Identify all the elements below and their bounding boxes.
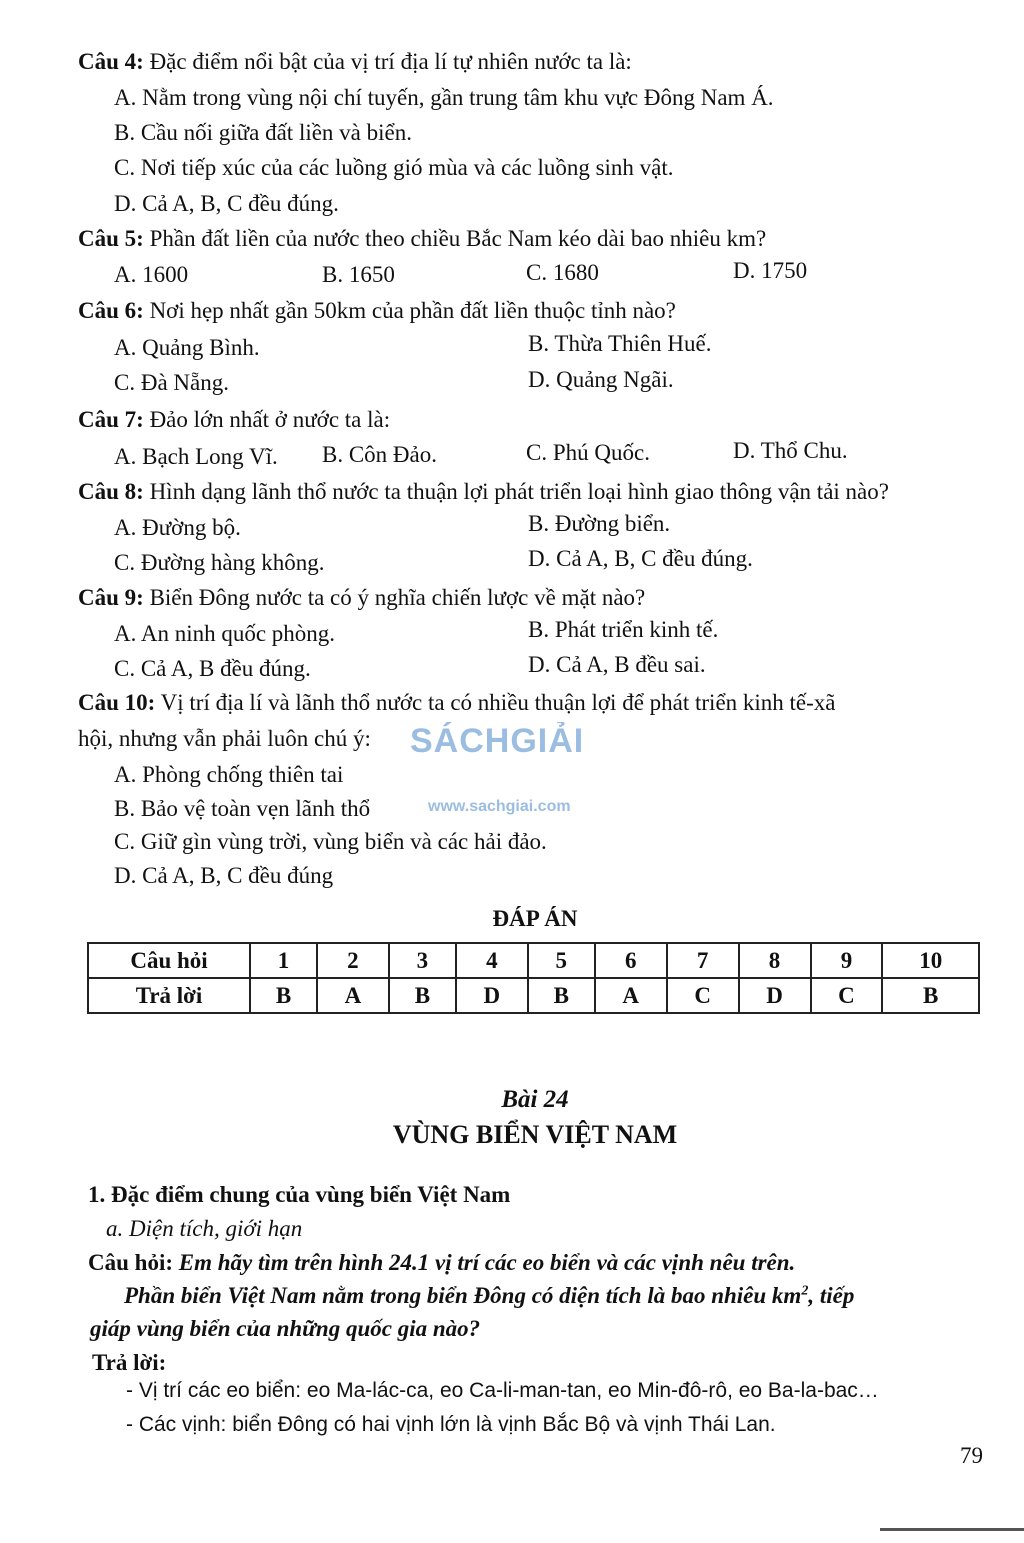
option-6b: B. Thừa Thiên Huế. [528,331,712,356]
option-6c: C. Đà Nẵng. [114,370,229,395]
option-10a: A. Phòng chống thiên tai [114,762,344,787]
question-label: Câu 6: [78,298,144,323]
superscript: 2 [801,1283,809,1299]
option-9c: C. Cả A, B đều đúng. [114,656,311,681]
question-10 [78,688,836,718]
option-7b: B. Côn Đảo. [322,442,437,467]
table-cell: C [667,978,739,1013]
question-2-text: Phần biển Việt Nam nằm trong biển Đông có diện tích là bao nhiêu km [124,1283,802,1308]
table-header: Câu hỏi [88,943,250,978]
option-9b: B. Phát triển kinh tế. [528,617,719,642]
table-cell: D [456,978,528,1013]
option-9a: A. An ninh quốc phòng. [114,621,336,646]
table-cell: B [389,978,456,1013]
question-label: Câu 10: [78,690,156,715]
question-4 [78,47,632,77]
question-text: Phần đất liền của nước theo chiều Bắc Nam kéo dài bao nhiêu km? [143,226,767,251]
page-number: 79 [960,1443,983,1468]
question-text: Nơi hẹp nhất gần 50km của phần đất liền thuộc tỉnh nào? [143,298,676,323]
question-label: Câu 7: [78,407,144,432]
table-header: Trả lời [88,978,250,1013]
option-4a: A. Nằm trong vùng nội chí tuyến, gần trung tâm khu vực Đông Nam Á. [114,85,774,110]
lesson-title: VÙNG BIỂN VIỆT NAM [392,1120,678,1149]
option-8b: B. Đường biển. [528,511,671,536]
question-5 [78,224,766,254]
option-7d: D. Thổ Chu. [733,438,848,463]
table-cell: 10 [882,943,979,978]
table-cell: 7 [667,943,739,978]
table-row [88,978,979,1013]
question-text: Em hãy tìm trên hình 24.1 vị trí các eo biển và các vịnh nêu trên. [173,1250,796,1275]
answer-key-title: ĐÁP ÁN [492,906,578,931]
option-6d: D. Quảng Ngãi. [528,367,674,392]
option-10d: D. Cả A, B, C đều đúng [114,863,334,888]
table-cell: B [528,978,595,1013]
bottom-rule [880,1528,1024,1531]
option-4c: C. Nơi tiếp xúc của các luồng gió mùa và các luồng sinh vật. [114,155,674,180]
option-5b: B. 1650 [322,262,395,287]
option-5a: A. 1600 [114,262,189,287]
table-row [88,943,979,978]
table-cell: A [595,978,667,1013]
option-10c: C. Giữ gìn vùng trời, vùng biển và các hải đảo. [114,829,547,854]
question-7 [78,405,390,435]
watermark [410,722,620,822]
section-heading: 1. Đặc điểm chung của vùng biển Việt Nam [88,1182,511,1207]
table-cell: D [739,978,811,1013]
table-cell: 2 [317,943,389,978]
table-cell: B [250,978,317,1013]
answer-label: Trả lời: [92,1350,167,1375]
option-6a: A. Quảng Bình. [114,335,260,360]
option-9d: D. Cả A, B đều sai. [528,652,706,677]
question-label: Câu 9: [78,585,144,610]
question-6 [78,296,676,326]
table-cell: A [317,978,389,1013]
lesson-question-2-continued: giáp vùng biển của những quốc gia nào? [90,1316,481,1341]
question-label: Câu hỏi: [88,1250,173,1275]
question-text: Đảo lớn nhất ở nước ta là: [143,407,391,432]
table-cell: B [882,978,979,1013]
option-7a: A. Bạch Long Vĩ. [114,444,278,469]
table-cell: 9 [811,943,883,978]
table-cell: 4 [456,943,528,978]
table-cell: 1 [250,943,317,978]
option-5d: D. 1750 [733,258,808,283]
watermark-url: www.sachgiai.com [428,798,571,815]
lesson-question-2 [124,1281,854,1311]
option-8c: C. Đường hàng không. [114,550,325,575]
question-10-continued: hội, nhưng vẫn phải luôn chú ý: [78,726,371,751]
table-cell: 3 [389,943,456,978]
table-cell: C [811,978,883,1013]
answer-line-2: - Các vịnh: biển Đông có hai vịnh lớn là vịnh Bắc Bộ và vịnh Thái Lan. [126,1413,776,1436]
question-label: Câu 5: [78,226,144,251]
question-text: Vị trí địa lí và lãnh thổ nước ta có nhiều thuận lợi để phát triển kinh tế-xã [155,690,836,715]
question-text: Biển Đông nước ta có ý nghĩa chiến lược về mặt nào? [143,585,646,610]
option-7c: C. Phú Quốc. [526,440,650,465]
option-10b: B. Bảo vệ toàn vẹn lãnh thổ [114,796,371,821]
option-8a: A. Đường bộ. [114,515,241,540]
option-4b: B. Cầu nối giữa đất liền và biển. [114,120,412,145]
question-2-text-end: , tiếp [808,1283,855,1308]
subsection-heading: a. Diện tích, giới hạn [106,1216,303,1241]
option-5c: C. 1680 [526,260,599,285]
question-label: Câu 4: [78,49,144,74]
option-8d: D. Cả A, B, C đều đúng. [528,546,753,571]
question-text: Đặc điểm nổi bật của vị trí địa lí tự nhiên nước ta là: [143,49,632,74]
table-cell: 8 [739,943,811,978]
question-8 [78,477,889,507]
question-label: Câu 8: [78,479,144,504]
question-9 [78,583,645,613]
question-text: Hình dạng lãnh thổ nước ta thuận lợi phát triển loại hình giao thông vận tải nào? [143,479,889,504]
answer-line-1: - Vị trí các eo biển: eo Ma-lác-ca, eo Ca-li-man-tan, eo Min-đô-rô, eo Ba-la-bac… [126,1379,879,1402]
answer-table [87,942,980,1014]
lesson-question [88,1248,795,1278]
table-cell: 5 [528,943,595,978]
table-cell: 6 [595,943,667,978]
watermark-logo: SÁCHGIẢI [410,722,585,760]
lesson-number: Bài 24 [501,1086,569,1113]
option-4d: D. Cả A, B, C đều đúng. [114,191,339,216]
